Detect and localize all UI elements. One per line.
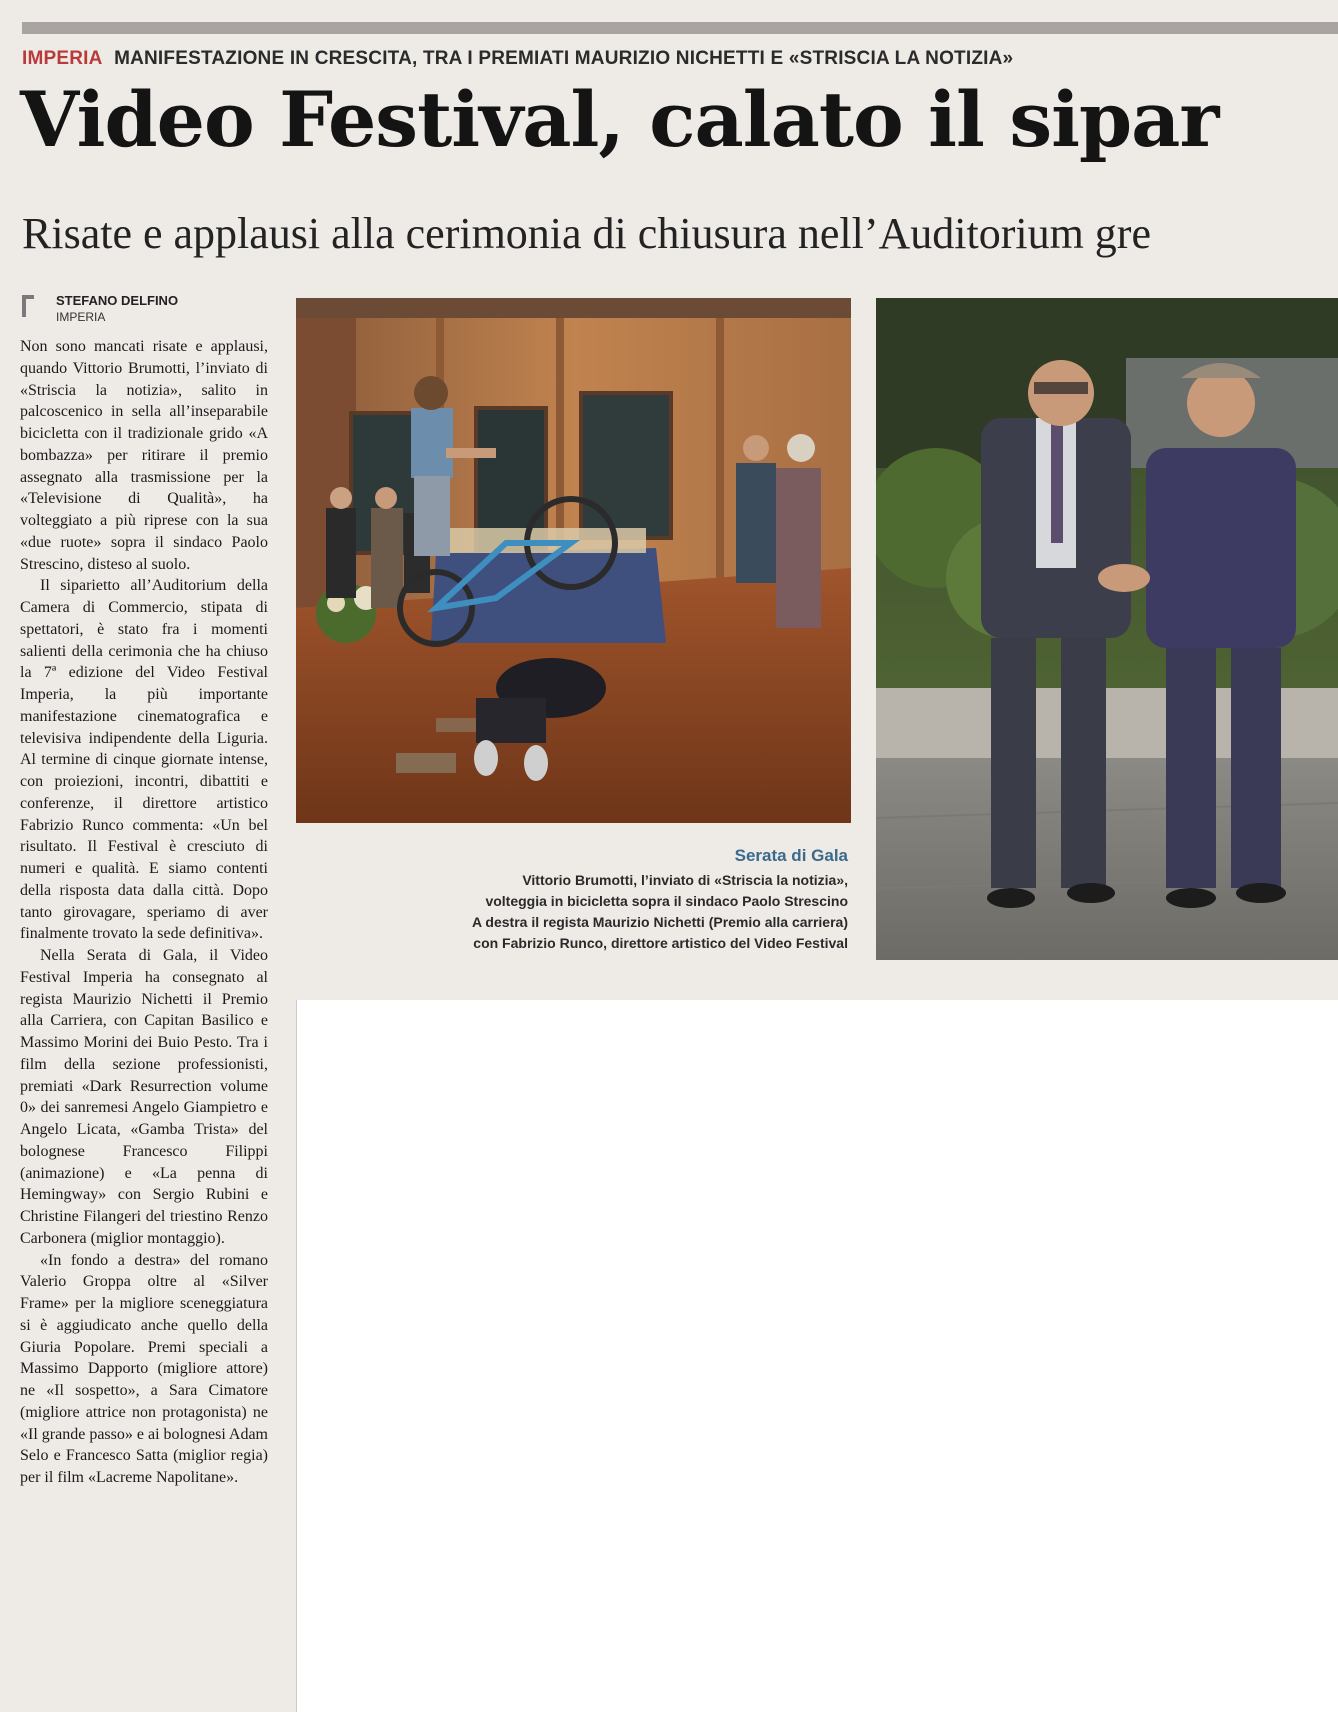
subheadline: Risate e applausi alla cerimonia di chiusura nell’Auditorium gre — [22, 209, 1151, 258]
blank-area — [296, 1000, 1338, 1712]
kicker-place: IMPERIA — [22, 48, 103, 69]
byline-mark — [22, 295, 34, 317]
photo-bike-stunt — [296, 298, 851, 823]
caption-line: con Fabrizio Runco, direttore artistico del Video Festival — [473, 935, 848, 951]
photo-caption — [380, 846, 848, 954]
top-rule — [22, 22, 1338, 34]
article-paragraph: Nella Serata di Gala, il Video Festival Imperia ha consegnato al regista Maurizio Nichetti il Premio alla Carriera, con Capitan Basilico e Massimo Morini dei Buio Pesto. Tra i film della sezione professionisti, premiati «Dark Resurrection volume 0» dei sanremesi Angelo Giampietro e Angelo Licata, «Gamba Trista» del bolognese Francesco Filippi (animazione) e «La penna di Hemingway» con Sergio Rubini e Christine Filangeri del triestino Renzo Carbonera (miglior montaggio). — [20, 947, 268, 1247]
caption-line: volteggia in bicicletta sopra il sindaco Paolo Strescino — [485, 893, 848, 909]
byline-author: STEFANO DELFINO — [56, 293, 179, 308]
headline: Video Festival, calato il sipar — [20, 75, 1219, 164]
article-paragraph: «In fondo a destra» del romano Valerio Groppa oltre al «Silver Frame» per la migliore sceneggiatura si è aggiudicato anche quello della Giuria Popolare. Premi speciali a Massimo Dapporto (migliore attore) ne «Il sospetto», a Sara Cimatore (migliore attrice non protagonista) ne «Il grande passo» e ai bolognesi Adam Selo e Francesco Satta (miglior regia) per il film «Lacreme Napolitane». — [20, 1251, 268, 1486]
kicker-text: MANIFESTAZIONE IN CRESCITA, TRA I PREMIATI MAURIZIO NICHETTI E «STRISCIA LA NOTIZIA» — [114, 48, 1014, 69]
caption-line: Vittorio Brumotti, l’inviato di «Striscia la notizia», — [522, 872, 848, 888]
caption-line: A destra il regista Maurizio Nichetti (Premio alla carriera) — [471, 914, 848, 930]
kicker — [22, 48, 1013, 70]
article-paragraph: Non sono mancati risate e applausi, quando Vittorio Brumotti, l’inviato di «Striscia la notizia», salito in palcoscenico in sella all’inseparabile bicicletta con il tradizionale grido «A bombazza» per ritirare il premio assegnato alla trasmissione per la «Televisione di Qualità», ha volteggiato a più riprese con la sua «due ruote» sopra il sindaco Paolo Strescino, disteso al suolo. — [20, 338, 268, 573]
article-paragraph: Il siparietto all’Auditorium della Camera di Commercio, stipata di spettatori, è stato fra i momenti salienti della cerimonia che ha chiuso la 7ª edizione del Video Festival Imperia, la più importante manifestazione cinematografica e televisiva indipendente della Liguria. Al termine di cinque giornate intense, con proiezioni, incontri, dibattiti e conferenze, il direttore artistico Fabrizio Runco commenta: «Un bel risultato. Il Festival è cresciuto di numeri e qualità. E siamo contenti della risposta data dalla città. Dopo tanto girovagare, speriamo di aver finalmente trovato la sede definitiva». — [20, 577, 268, 943]
photo-bike-stunt-image — [296, 298, 851, 823]
photo-handshake-image — [876, 298, 1338, 960]
photo-handshake — [876, 298, 1338, 960]
caption-title: Serata di Gala — [734, 846, 848, 865]
byline-city: IMPERIA — [56, 310, 106, 324]
article-body — [20, 336, 268, 1489]
